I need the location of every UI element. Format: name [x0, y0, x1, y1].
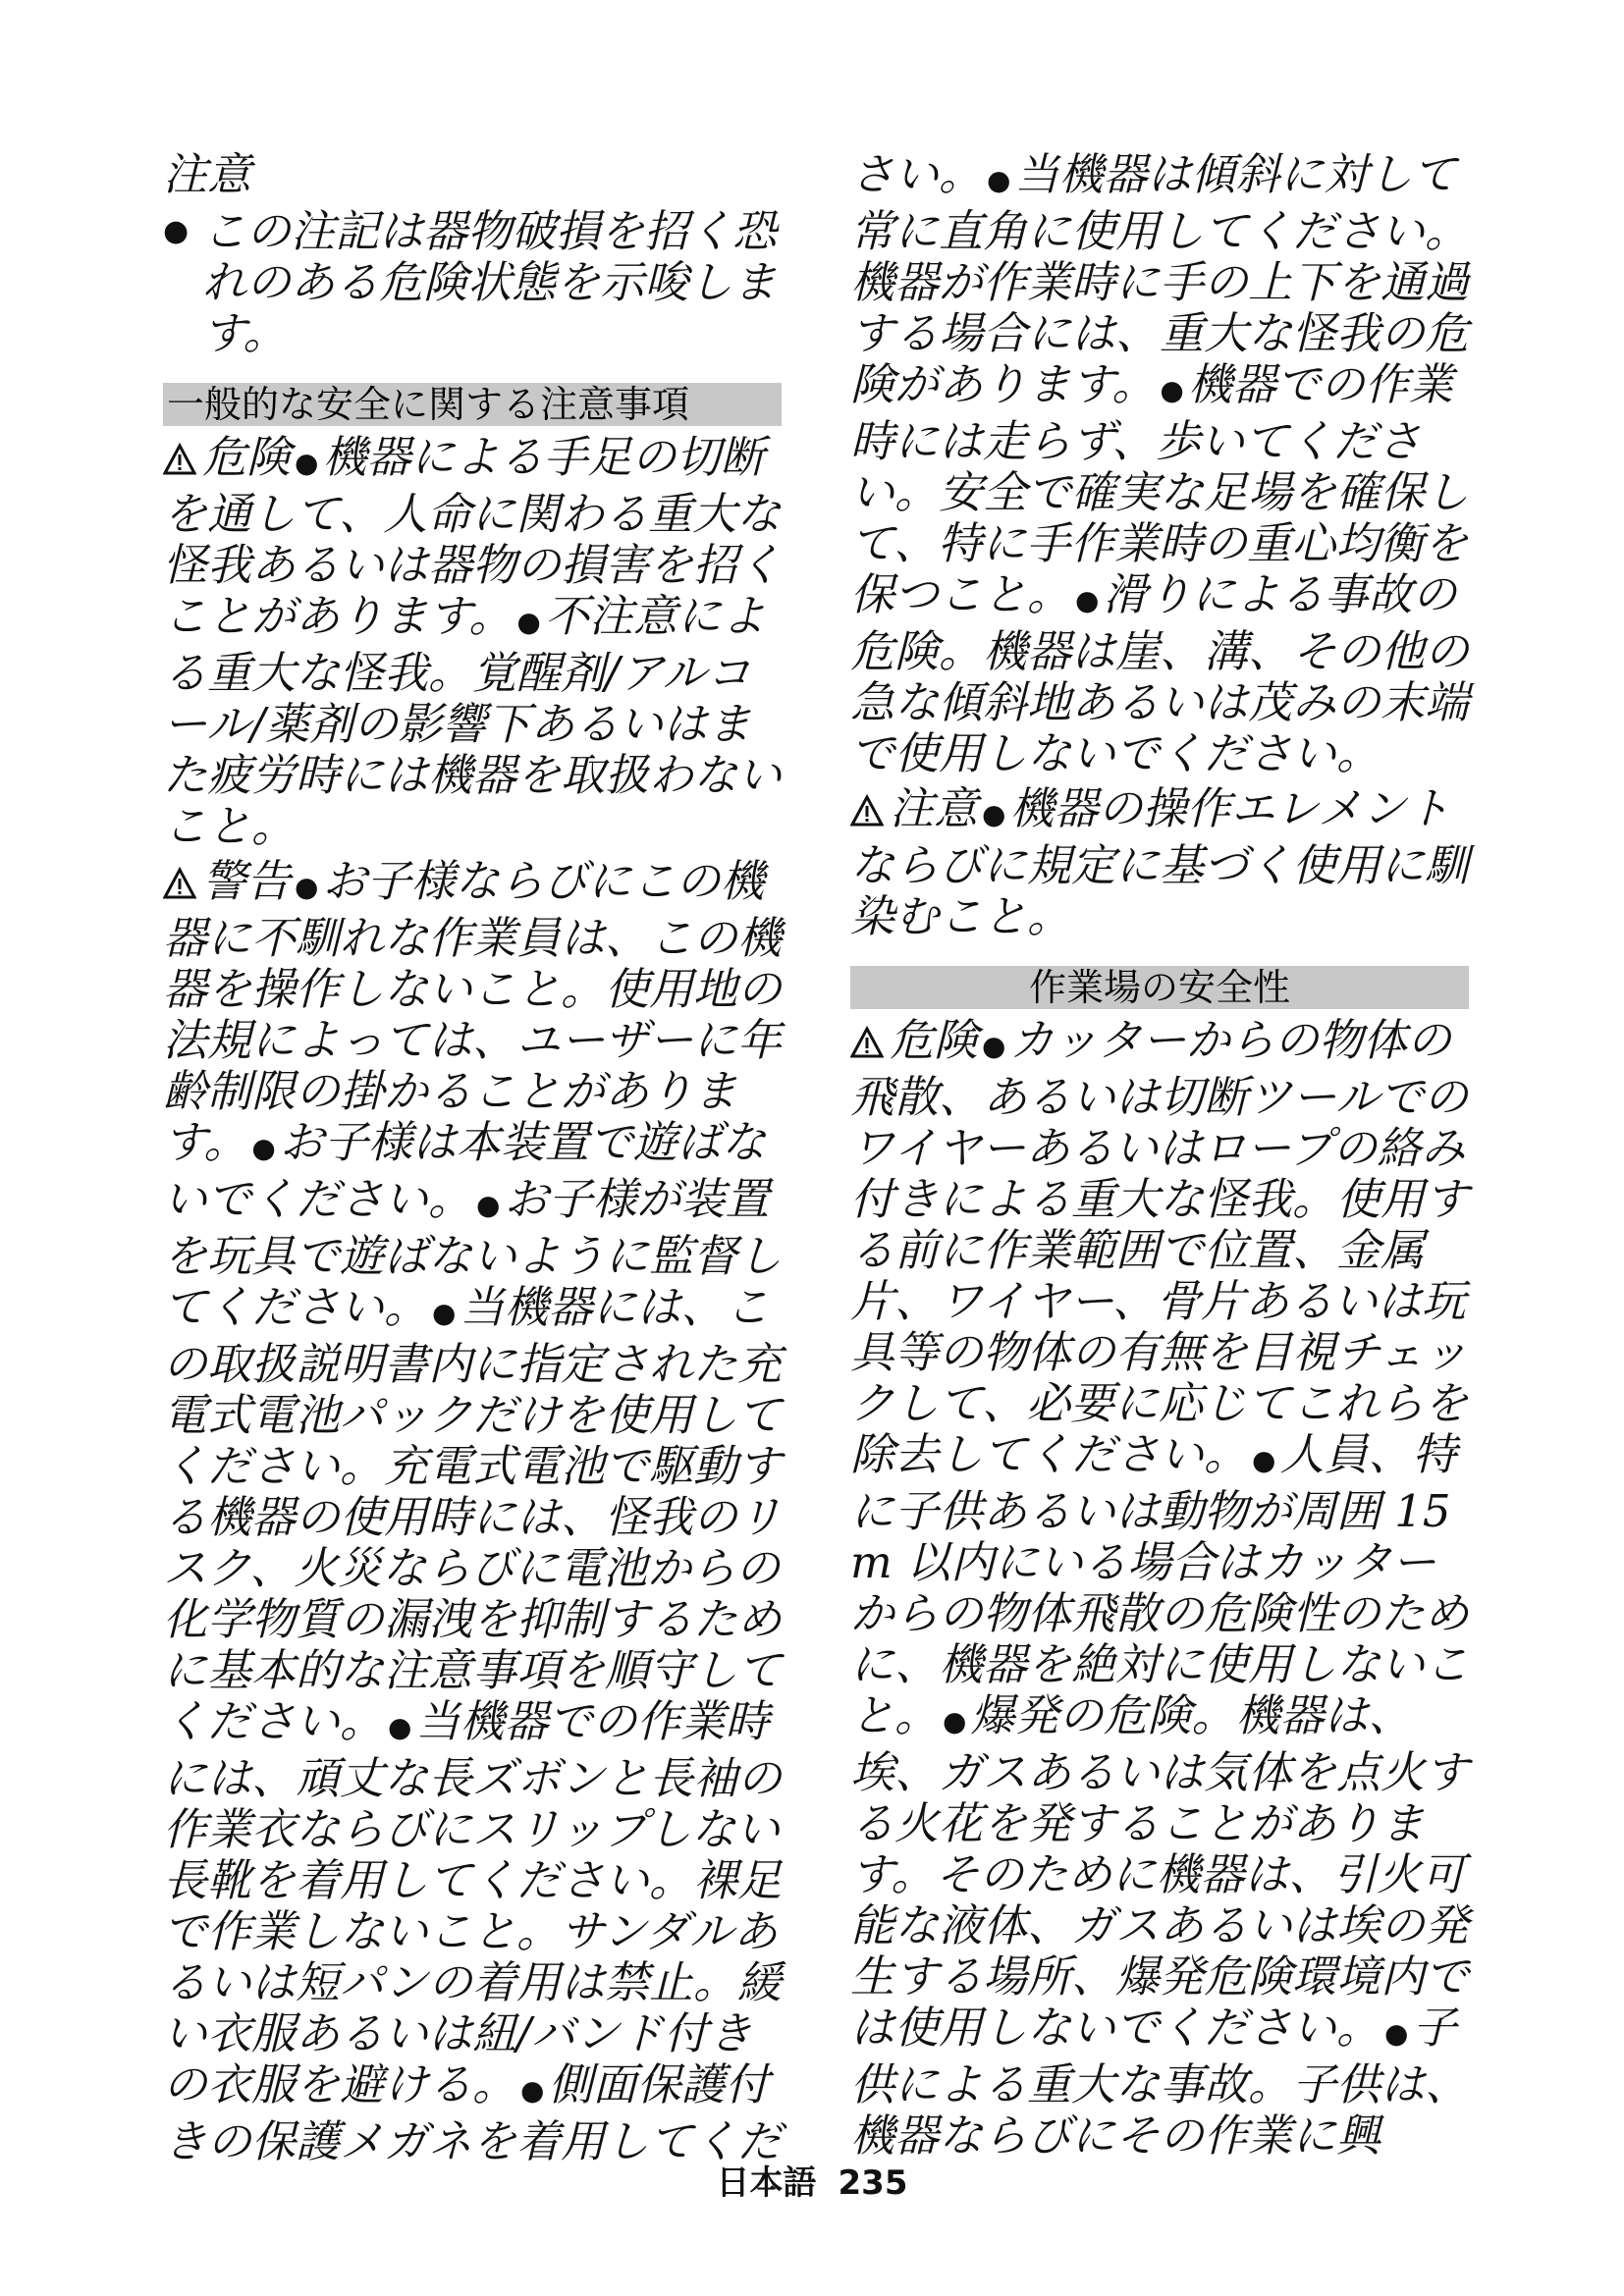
workplace-danger-text-2: 人員、特に子供あるいは動物が周囲 15 m 以内にいる場合はカッターからの物体飛散の危険性のために、機器を絶対に使用しないこと。 — [850, 1428, 1470, 1741]
caution-bullet-text: この注記は器物破損を招く恐れのある危険状態を示唆します。 — [202, 205, 778, 359]
bullet-dot-icon: ● — [516, 606, 541, 638]
warning-triangle-icon — [163, 867, 196, 900]
section-heading-general-safety: 一般的な安全に関する注意事項 — [163, 383, 782, 426]
section-heading-workplace-safety: 作業場の安全性 — [850, 966, 1469, 1009]
page-footer — [0, 2156, 1624, 2204]
warning-text-4: 当機器には、この取扱説明書内に指定された充電式電池パックだけを使用してください。充電式電池で駆動する機器の使用時には、怪我のリスク、火災ならびに電池からの化学物質の漏洩を抑制するために基本的な注意事項を順守してください。 — [163, 1281, 783, 1747]
danger-paragraph — [163, 432, 782, 852]
workplace-danger-label: 危険 — [890, 1014, 979, 1066]
warning-triangle-icon — [850, 794, 884, 828]
workplace-danger-text-4: 子供による重大な事故。子供は、機器ならびにその作業に興 — [850, 2002, 1470, 2162]
bullet-dot-icon: ● — [1252, 1444, 1276, 1476]
right-column — [850, 149, 1469, 2165]
danger-text: 機器による手足の切断を通して、人命に関わる重大な怪我あるいは器物の損害を招くことがあります。 — [163, 431, 783, 642]
bullet-dot-icon: ● — [1384, 2017, 1409, 2050]
caution-text: 機器の操作エレメントならびに規定に基づく使用に馴染むこと。 — [850, 782, 1470, 942]
caution-bullet — [163, 206, 782, 359]
caution-label: 注意 — [890, 782, 979, 834]
bullet-dot-icon: ● — [251, 1132, 276, 1164]
workplace-danger-paragraph — [850, 1015, 1469, 2162]
warning-label: 警告 — [202, 855, 292, 907]
warning-text-2: お子様は本装置で遊ばないでください。 — [163, 1116, 766, 1225]
bullet-dot-icon: ● — [295, 871, 319, 903]
warning-text-3: お子様が装置を玩具で遊ばないように監督してください。 — [163, 1173, 783, 1333]
warning-text: お子様ならびにこの機器に不馴れな作業員は、この機器を操作しないこと。使用地の法規によっては、ユーザーに年齢制限の掛かることがあります。 — [163, 855, 783, 1168]
bullet-dot-icon: ● — [388, 1711, 412, 1743]
bullet-dot-icon: ● — [982, 798, 1006, 830]
warning-triangle-icon — [163, 443, 196, 476]
workplace-danger-text-3: 爆発の危険。機器は、埃、ガスあるいは気体を点火する火花を発することがあります。そのために機器は、引火可能な液体、ガスあるいは埃の発生する場所、爆発危険環境内では使用しないでください。 — [850, 1689, 1470, 2054]
workplace-danger-text: カッターからの物体の飛散、あるいは切断ツールでのワイヤーあるいはロープの絡み付きによる重大な怪我。使用する前に作業範囲で位置、金属片、ワイヤー、骨片あるいは玩具等の物体の有無を目視チェックして、必要に応じてこれらを除去してください。 — [850, 1014, 1470, 1480]
caution-paragraph — [850, 783, 1469, 942]
warning-triangle-icon — [850, 1026, 884, 1059]
warning-text-5: 当機器での作業時には、頑丈な長ズボンと長袖の作業衣ならびにスリップしない長靴を着用してください。裸足で作業しないこと。サンダルあるいは短パンの着用は禁止。緩い衣服あるいは紐/バンド付きの衣服を避ける。 — [163, 1695, 783, 2110]
bullet-dot-icon: ● — [520, 2074, 545, 2107]
warning-paragraph — [163, 856, 782, 2167]
danger-text-2: 不注意による重大な怪我。覚醒剤/アルコール/薬剤の影響下あるいはまた疲労時には機器を取扱わないこと。 — [163, 590, 783, 852]
continued-text: さい。 — [850, 148, 984, 200]
caution-caption: 注意 — [163, 148, 252, 200]
warning-text-6: 側面保護付きの保護メガネを着用してくだ — [163, 2058, 783, 2167]
bullet-dot-icon: ● — [1160, 374, 1184, 406]
bullet-dot-icon: ● — [1075, 584, 1100, 616]
bullet-dot-icon: ● — [432, 1297, 457, 1329]
bullet-dot-icon: ● — [943, 1705, 967, 1737]
continued-text-2: 当機器は傾斜に対して常に直角に使用してください。機器が作業時に手の上下を通過する場合には、重大な怪我の危険があります。 — [850, 148, 1470, 410]
danger-label: 危険 — [202, 431, 292, 483]
continued-text-3: 機器での作業時には走らず、歩いてください。安全で確実な足場を確保して、特に手作業時の重心均衡を保つこと。 — [850, 358, 1470, 620]
bullet-dot-icon: ● — [987, 164, 1011, 196]
footer-language: 日本語 — [716, 2163, 817, 2203]
left-column — [163, 149, 782, 2171]
bullet-dot-icon: ● — [295, 447, 319, 479]
page-number: 235 — [838, 2163, 908, 2203]
bullet-dot-icon: ● — [982, 1030, 1006, 1062]
continued-text-4: 滑りによる事故の危険。機器は崖、溝、その他の急な傾斜地あるいは茂みの末端で使用しないでください。 — [850, 568, 1470, 779]
bullet-dot-icon: ● — [476, 1189, 501, 1221]
bullet-dot-icon: ● — [163, 214, 189, 248]
continued-paragraph — [850, 149, 1469, 779]
